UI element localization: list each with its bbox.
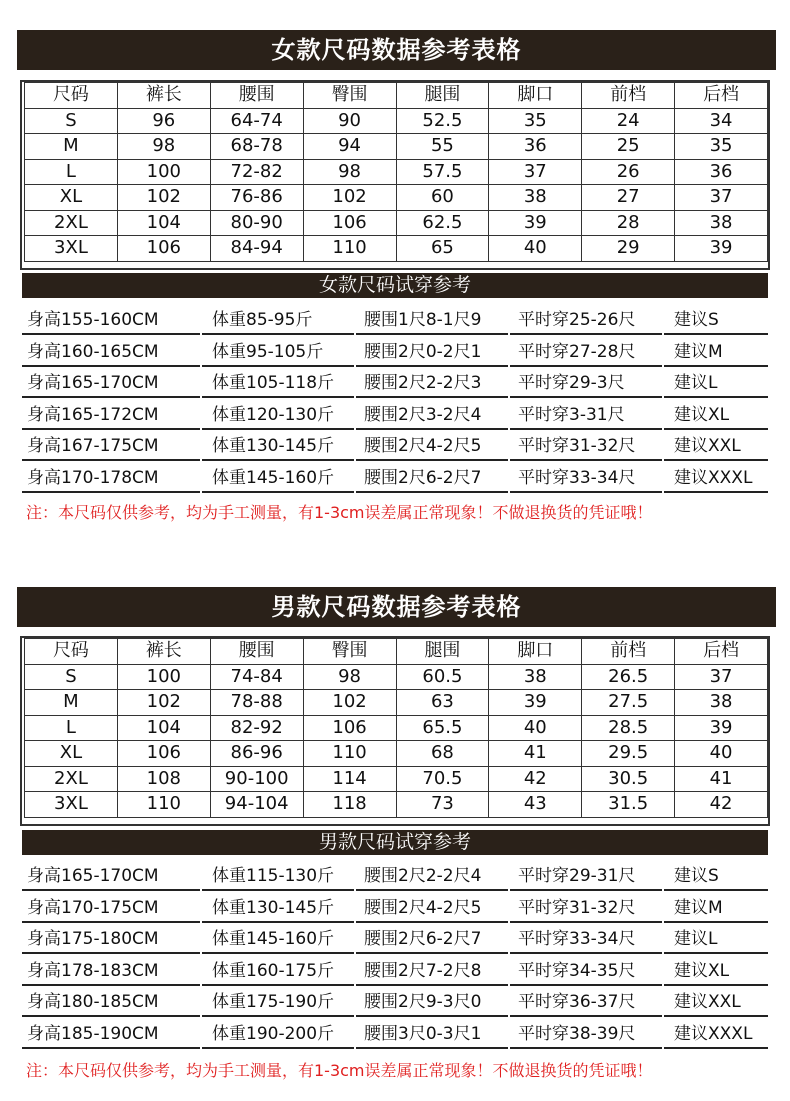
table-cell: 76-86 bbox=[210, 185, 303, 211]
fit-cell: 体重130-145斤 bbox=[212, 897, 335, 918]
table-row bbox=[25, 159, 768, 185]
table-header-cell: 腰围 bbox=[210, 639, 303, 665]
table-cell: 24 bbox=[582, 108, 675, 134]
table-cell: 102 bbox=[117, 690, 210, 716]
fit-row bbox=[22, 431, 768, 461]
row-underline bbox=[22, 428, 200, 430]
table-cell: 42 bbox=[489, 766, 582, 792]
table-cell: 73 bbox=[396, 792, 489, 818]
table-header-cell: 腿围 bbox=[396, 639, 489, 665]
table-cell: 68-78 bbox=[210, 134, 303, 160]
table-cell: 110 bbox=[303, 741, 396, 767]
table-cell: 26.5 bbox=[582, 664, 675, 690]
fit-row bbox=[22, 463, 768, 493]
row-underline bbox=[22, 1015, 200, 1017]
fit-cell: 腰围3尺0-3尺1 bbox=[364, 1023, 482, 1044]
row-underline bbox=[202, 396, 354, 398]
table-cell: M bbox=[25, 134, 118, 160]
row-underline bbox=[22, 365, 200, 367]
fit-cell: 身高160-165CM bbox=[27, 341, 159, 362]
table-row bbox=[25, 664, 768, 690]
fit-cell: 腰围2尺6-2尺7 bbox=[364, 929, 482, 949]
row-underline bbox=[510, 1047, 662, 1049]
row-underline bbox=[356, 428, 508, 430]
fit-row bbox=[22, 400, 768, 430]
table-header-cell: 尺码 bbox=[25, 83, 118, 109]
table-header-cell: 腰围 bbox=[210, 83, 303, 109]
table-cell: 27 bbox=[582, 185, 675, 211]
table-cell: 37 bbox=[489, 159, 582, 185]
table-header-row bbox=[25, 639, 768, 665]
table-cell: 100 bbox=[117, 664, 210, 690]
fit-cell: 平时穿34-35尺 bbox=[518, 960, 636, 981]
table-row bbox=[25, 766, 768, 792]
men-section-title: 男款尺码数据参考表格 bbox=[17, 587, 776, 627]
women-fit-title: 女款尺码试穿参考 bbox=[22, 273, 768, 298]
table-cell: L bbox=[25, 159, 118, 185]
fit-cell: 建议S bbox=[674, 310, 719, 330]
row-underline bbox=[664, 428, 768, 430]
fit-cell: 体重130-145斤 bbox=[212, 436, 335, 456]
table-header-cell: 腿围 bbox=[396, 83, 489, 109]
fit-cell: 平时穿29-3尺 bbox=[518, 373, 625, 393]
row-underline bbox=[202, 428, 354, 430]
row-underline bbox=[356, 459, 508, 461]
row-underline bbox=[356, 984, 508, 986]
row-underline bbox=[202, 459, 354, 461]
table-cell: 35 bbox=[489, 108, 582, 134]
table-row bbox=[25, 134, 768, 160]
row-underline bbox=[356, 1015, 508, 1017]
fit-cell: 腰围2尺0-2尺1 bbox=[364, 341, 482, 362]
fit-cell: 腰围2尺3-2尺4 bbox=[364, 404, 482, 425]
table-header-cell: 前档 bbox=[582, 639, 675, 665]
men-size-table bbox=[24, 638, 768, 818]
table-cell: 90-100 bbox=[210, 766, 303, 792]
table-cell: 37 bbox=[675, 664, 768, 690]
row-underline bbox=[22, 952, 200, 954]
row-underline bbox=[664, 889, 768, 891]
row-underline bbox=[356, 889, 508, 891]
table-cell: 65 bbox=[396, 236, 489, 262]
fit-cell: 身高167-175CM bbox=[27, 436, 159, 456]
fit-row bbox=[22, 924, 768, 954]
row-underline bbox=[664, 984, 768, 986]
row-underline bbox=[202, 333, 354, 335]
fit-cell: 身高165-170CM bbox=[27, 866, 159, 886]
row-underline bbox=[22, 396, 200, 398]
fit-cell: 建议S bbox=[674, 866, 719, 886]
fit-cell: 身高170-175CM bbox=[27, 897, 159, 918]
row-underline bbox=[510, 365, 662, 367]
fit-cell: 身高165-172CM bbox=[27, 404, 159, 425]
row-underline bbox=[202, 921, 354, 923]
table-row bbox=[25, 690, 768, 716]
fit-row bbox=[22, 893, 768, 923]
table-cell: 96 bbox=[117, 108, 210, 134]
table-cell: 3XL bbox=[25, 792, 118, 818]
table-cell: 114 bbox=[303, 766, 396, 792]
table-cell: 41 bbox=[675, 766, 768, 792]
women-size-table bbox=[24, 82, 768, 262]
row-underline bbox=[356, 952, 508, 954]
table-cell: 34 bbox=[675, 108, 768, 134]
row-underline bbox=[510, 921, 662, 923]
table-cell: 82-92 bbox=[210, 715, 303, 741]
fit-cell: 平时穿38-39尺 bbox=[518, 1023, 636, 1044]
row-underline bbox=[510, 459, 662, 461]
row-underline bbox=[664, 333, 768, 335]
table-cell: 80-90 bbox=[210, 210, 303, 236]
fit-cell: 平时穿31-32尺 bbox=[518, 897, 636, 918]
table-row bbox=[25, 236, 768, 262]
row-underline bbox=[510, 333, 662, 335]
row-underline bbox=[664, 1015, 768, 1017]
fit-cell: 身高170-178CM bbox=[27, 467, 159, 488]
table-cell: 102 bbox=[117, 185, 210, 211]
table-cell: 98 bbox=[117, 134, 210, 160]
row-underline bbox=[22, 921, 200, 923]
fit-cell: 体重120-130斤 bbox=[212, 404, 335, 425]
row-underline bbox=[22, 459, 200, 461]
table-cell: 31.5 bbox=[582, 792, 675, 818]
table-cell: 29 bbox=[582, 236, 675, 262]
table-cell: 39 bbox=[675, 236, 768, 262]
fit-cell: 体重95-105斤 bbox=[212, 341, 324, 362]
fit-cell: 身高185-190CM bbox=[27, 1023, 159, 1044]
women-note: 注：本尺码仅供参考，均为手工测量，有1-3cm误差属正常现象！不做退换货的凭证哦！ bbox=[26, 503, 653, 522]
row-underline bbox=[356, 396, 508, 398]
fit-cell: 平时穿36-37尺 bbox=[518, 992, 636, 1012]
row-underline bbox=[664, 952, 768, 954]
fit-cell: 平时穿3-31尺 bbox=[518, 404, 625, 425]
table-cell: 39 bbox=[489, 210, 582, 236]
row-underline bbox=[22, 889, 200, 891]
fit-cell: 体重145-160斤 bbox=[212, 467, 335, 488]
table-cell: XL bbox=[25, 185, 118, 211]
table-row bbox=[25, 741, 768, 767]
row-underline bbox=[202, 889, 354, 891]
fit-cell: 建议M bbox=[674, 897, 723, 918]
table-cell: 110 bbox=[303, 236, 396, 262]
table-header-cell: 裤长 bbox=[117, 83, 210, 109]
fit-row bbox=[22, 1019, 768, 1049]
table-cell: 62.5 bbox=[396, 210, 489, 236]
table-cell: S bbox=[25, 664, 118, 690]
table-cell: 68 bbox=[396, 741, 489, 767]
table-row bbox=[25, 210, 768, 236]
table-cell: 40 bbox=[489, 715, 582, 741]
table-cell: 110 bbox=[117, 792, 210, 818]
fit-cell: 平时穿29-31尺 bbox=[518, 866, 636, 886]
fit-row bbox=[22, 305, 768, 335]
table-header-cell: 前档 bbox=[582, 83, 675, 109]
fit-cell: 腰围2尺4-2尺5 bbox=[364, 436, 482, 456]
fit-cell: 建议XXXL bbox=[674, 467, 753, 488]
table-cell: 39 bbox=[675, 715, 768, 741]
table-cell: 28.5 bbox=[582, 715, 675, 741]
table-cell: 100 bbox=[117, 159, 210, 185]
row-underline bbox=[510, 1015, 662, 1017]
table-cell: 52.5 bbox=[396, 108, 489, 134]
table-header-cell: 脚口 bbox=[489, 83, 582, 109]
table-cell: 102 bbox=[303, 690, 396, 716]
table-row bbox=[25, 108, 768, 134]
fit-cell: 身高178-183CM bbox=[27, 960, 159, 981]
table-cell: 106 bbox=[303, 715, 396, 741]
row-underline bbox=[510, 396, 662, 398]
table-cell: 38 bbox=[489, 664, 582, 690]
table-cell: 78-88 bbox=[210, 690, 303, 716]
table-cell: 55 bbox=[396, 134, 489, 160]
table-cell: 106 bbox=[117, 236, 210, 262]
table-cell: 36 bbox=[489, 134, 582, 160]
table-row bbox=[25, 185, 768, 211]
fit-cell: 腰围1尺8-1尺9 bbox=[364, 310, 482, 330]
fit-cell: 体重190-200斤 bbox=[212, 1023, 335, 1044]
row-underline bbox=[664, 365, 768, 367]
row-underline bbox=[356, 921, 508, 923]
row-underline bbox=[22, 1047, 200, 1049]
row-underline bbox=[356, 1047, 508, 1049]
fit-cell: 体重175-190斤 bbox=[212, 992, 335, 1012]
fit-cell: 建议XXL bbox=[674, 992, 741, 1012]
table-cell: S bbox=[25, 108, 118, 134]
table-cell: 118 bbox=[303, 792, 396, 818]
table-row bbox=[25, 792, 768, 818]
fit-row bbox=[22, 368, 768, 398]
fit-cell: 体重145-160斤 bbox=[212, 929, 335, 949]
table-cell: 36 bbox=[675, 159, 768, 185]
fit-cell: 建议L bbox=[674, 929, 718, 949]
table-cell: 104 bbox=[117, 715, 210, 741]
table-cell: 37 bbox=[675, 185, 768, 211]
table-header-cell: 后档 bbox=[675, 83, 768, 109]
row-underline bbox=[510, 428, 662, 430]
table-cell: 63 bbox=[396, 690, 489, 716]
table-cell: L bbox=[25, 715, 118, 741]
table-cell: 40 bbox=[675, 741, 768, 767]
fit-cell: 体重105-118斤 bbox=[212, 373, 335, 393]
fit-cell: 身高165-170CM bbox=[27, 373, 159, 393]
row-underline bbox=[664, 459, 768, 461]
fit-cell: 体重85-95斤 bbox=[212, 310, 313, 330]
table-cell: 25 bbox=[582, 134, 675, 160]
fit-row bbox=[22, 987, 768, 1017]
table-cell: M bbox=[25, 690, 118, 716]
table-cell: 2XL bbox=[25, 210, 118, 236]
fit-cell: 建议XL bbox=[674, 404, 730, 425]
row-underline bbox=[356, 365, 508, 367]
row-underline bbox=[664, 491, 768, 493]
table-header-cell: 脚口 bbox=[489, 639, 582, 665]
fit-cell: 腰围2尺2-2尺4 bbox=[364, 866, 482, 886]
table-cell: 94 bbox=[303, 134, 396, 160]
fit-cell: 身高155-160CM bbox=[27, 310, 159, 330]
row-underline bbox=[356, 333, 508, 335]
table-cell: 70.5 bbox=[396, 766, 489, 792]
men-fit-title: 男款尺码试穿参考 bbox=[22, 830, 768, 855]
fit-cell: 体重160-175斤 bbox=[212, 960, 335, 981]
fit-cell: 建议XXL bbox=[674, 436, 741, 456]
table-cell: 98 bbox=[303, 159, 396, 185]
fit-cell: 腰围2尺4-2尺5 bbox=[364, 897, 482, 918]
table-cell: 29.5 bbox=[582, 741, 675, 767]
row-underline bbox=[22, 333, 200, 335]
table-cell: 30.5 bbox=[582, 766, 675, 792]
table-row bbox=[25, 715, 768, 741]
table-cell: 90 bbox=[303, 108, 396, 134]
table-cell: 94-104 bbox=[210, 792, 303, 818]
table-header-cell: 臀围 bbox=[303, 639, 396, 665]
table-cell: 60.5 bbox=[396, 664, 489, 690]
row-underline bbox=[202, 1047, 354, 1049]
men-note: 注：本尺码仅供参考，均为手工测量，有1-3cm误差属正常现象！不做退换货的凭证哦！ bbox=[26, 1061, 653, 1080]
fit-cell: 身高180-185CM bbox=[27, 992, 159, 1012]
table-cell: 104 bbox=[117, 210, 210, 236]
fit-cell: 腰围2尺6-2尺7 bbox=[364, 467, 482, 488]
row-underline bbox=[202, 365, 354, 367]
table-cell: 57.5 bbox=[396, 159, 489, 185]
fit-cell: 体重115-130斤 bbox=[212, 866, 335, 886]
fit-cell: 建议XL bbox=[674, 960, 730, 981]
table-cell: 38 bbox=[489, 185, 582, 211]
table-cell: XL bbox=[25, 741, 118, 767]
row-underline bbox=[202, 984, 354, 986]
fit-cell: 平时穿33-34尺 bbox=[518, 929, 636, 949]
table-cell: 38 bbox=[675, 690, 768, 716]
table-cell: 98 bbox=[303, 664, 396, 690]
fit-cell: 平时穿27-28尺 bbox=[518, 341, 636, 362]
row-underline bbox=[510, 952, 662, 954]
table-cell: 108 bbox=[117, 766, 210, 792]
row-underline bbox=[22, 984, 200, 986]
fit-row bbox=[22, 861, 768, 891]
table-cell: 26 bbox=[582, 159, 675, 185]
row-underline bbox=[664, 921, 768, 923]
table-cell: 2XL bbox=[25, 766, 118, 792]
row-underline bbox=[664, 1047, 768, 1049]
row-underline bbox=[356, 491, 508, 493]
table-cell: 64-74 bbox=[210, 108, 303, 134]
table-cell: 72-82 bbox=[210, 159, 303, 185]
table-header-row bbox=[25, 83, 768, 109]
table-cell: 84-94 bbox=[210, 236, 303, 262]
table-cell: 102 bbox=[303, 185, 396, 211]
row-underline bbox=[202, 952, 354, 954]
table-cell: 74-84 bbox=[210, 664, 303, 690]
fit-cell: 平时穿25-26尺 bbox=[518, 310, 636, 330]
table-header-cell: 臀围 bbox=[303, 83, 396, 109]
women-section-title: 女款尺码数据参考表格 bbox=[17, 30, 776, 70]
table-header-cell: 后档 bbox=[675, 639, 768, 665]
table-cell: 3XL bbox=[25, 236, 118, 262]
table-cell: 35 bbox=[675, 134, 768, 160]
row-underline bbox=[202, 491, 354, 493]
table-cell: 43 bbox=[489, 792, 582, 818]
table-cell: 38 bbox=[675, 210, 768, 236]
table-cell: 86-96 bbox=[210, 741, 303, 767]
table-cell: 60 bbox=[396, 185, 489, 211]
row-underline bbox=[510, 889, 662, 891]
table-cell: 106 bbox=[117, 741, 210, 767]
row-underline bbox=[510, 984, 662, 986]
fit-cell: 腰围2尺7-2尺8 bbox=[364, 960, 482, 981]
fit-cell: 腰围2尺2-2尺3 bbox=[364, 373, 482, 393]
table-header-cell: 尺码 bbox=[25, 639, 118, 665]
table-cell: 27.5 bbox=[582, 690, 675, 716]
fit-cell: 建议L bbox=[674, 373, 718, 393]
table-cell: 106 bbox=[303, 210, 396, 236]
fit-cell: 建议XXXL bbox=[674, 1023, 753, 1044]
table-cell: 41 bbox=[489, 741, 582, 767]
fit-cell: 平时穿33-34尺 bbox=[518, 467, 636, 488]
table-cell: 40 bbox=[489, 236, 582, 262]
table-cell: 42 bbox=[675, 792, 768, 818]
table-cell: 39 bbox=[489, 690, 582, 716]
table-cell: 28 bbox=[582, 210, 675, 236]
row-underline bbox=[202, 1015, 354, 1017]
row-underline bbox=[510, 491, 662, 493]
fit-cell: 建议M bbox=[674, 341, 723, 362]
fit-cell: 身高175-180CM bbox=[27, 929, 159, 949]
fit-cell: 腰围2尺9-3尺0 bbox=[364, 992, 482, 1012]
row-underline bbox=[22, 491, 200, 493]
table-cell: 65.5 bbox=[396, 715, 489, 741]
fit-cell: 平时穿31-32尺 bbox=[518, 436, 636, 456]
fit-row bbox=[22, 337, 768, 367]
fit-row bbox=[22, 956, 768, 986]
row-underline bbox=[664, 396, 768, 398]
table-header-cell: 裤长 bbox=[117, 639, 210, 665]
